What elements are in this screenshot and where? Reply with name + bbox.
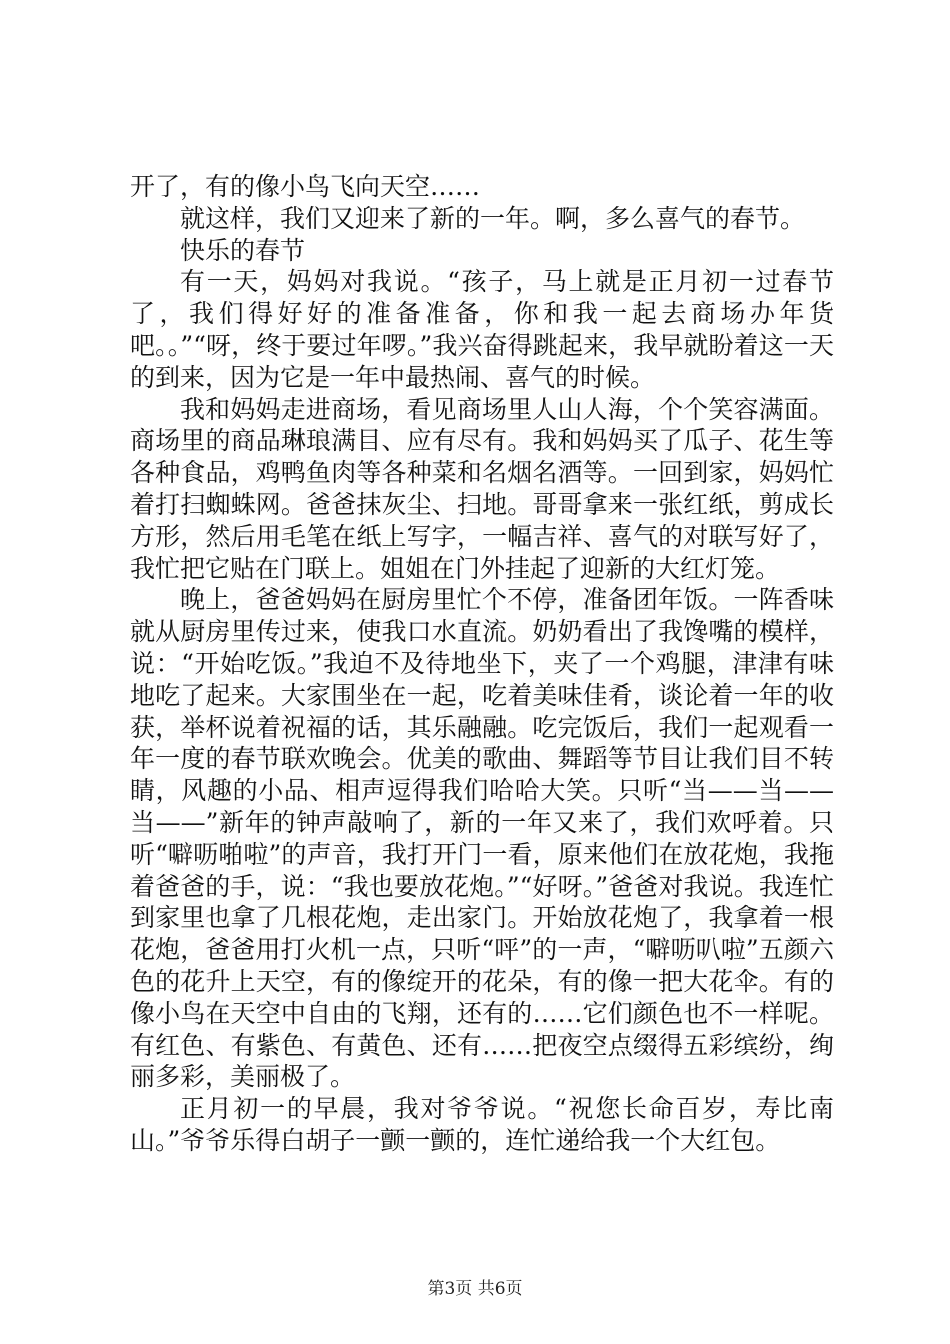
paragraph: 开了，有的像小鸟飞向天空……	[130, 172, 481, 201]
page-number: 第3页 共6页	[427, 1279, 523, 1299]
paragraph: 正月初一的早晨，我对爷爷说。“祝您长命百岁，寿比南山。”爷爷乐得白胡子一颤一颤的，连忙递给我一个大红包。	[130, 1094, 834, 1155]
document-body	[130, 171, 834, 1157]
paragraph: 就这样，我们又迎来了新的一年。啊，多么喜气的春节。	[180, 203, 806, 233]
section-heading: 快乐的春节	[180, 235, 306, 265]
paragraph: 我和妈妈走进商场，看见商场里人山人海，个个笑容满面。商场里的商品琳琅满目、应有尽有。我和妈妈买了瓜子、花生等各种食品，鸡鸭鱼肉等各种菜和名烟名酒等。一回到家，妈妈忙着打扫蜘蛛网。爸爸抹灰尘、扫地。哥哥拿来一张红纸，剪成长方形，然后用毛笔在纸上写字，一幅吉祥、喜气的对联写好了，我忙把它贴在门联上。姐姐在门外挂起了迎新的大红灯笼。	[130, 394, 834, 583]
paragraph: 晚上，爸爸妈妈在厨房里忙个不停，准备团年饭。一阵香味就从厨房里传过来，使我口水直流。奶奶看出了我馋嘴的模样，说：“开始吃饭。”我迫不及待地坐下，夹了一个鸡腿，津津有味地吃了起来。大家围坐在一起，吃着美味佳肴，谈论着一年的收获，举杯说着祝福的话，其乐融融。吃完饭后，我们一起观看一年一度的春节联欢晚会。优美的歌曲、舞蹈等节目让我们目不转睛，风趣的小品、相声逗得我们哈哈大笑。只听“当——当——当——”新年的钟声敲响了，新的一年又来了，我们欢呼着。只听“噼呖啪啦”的声音，我打开门一看，原来他们在放花炮，我拖着爸爸的手，说：“我也要放花炮。”“好呀。”爸爸对我说。我连忙到家里也拿了几根花炮，走出家门。开始放花炮了，我拿着一根花炮，爸爸用打火机一点，只听“呯”的一声，“噼呖叭啦”五颜六色的花升上天空，有的像绽开的花朵，有的像一把大花伞。有的像小鸟在天空中自由的飞翔，还有的……它们颜色也不一样呢。有红色、有紫色、有黄色、还有……把夜空点缀得五彩缤纷，绚丽多彩，美丽极了。	[130, 585, 834, 1092]
paragraph: 有一天，妈妈对我说。“孩子，马上就是正月初一过春节了，我们得好好的准备准备，你和我一起去商场办年货吧。。”“呀，终于要过年啰。”我兴奋得跳起来，我早就盼着这一天的到来，因为它是一年中最热闹、喜气的时候。	[130, 267, 834, 392]
